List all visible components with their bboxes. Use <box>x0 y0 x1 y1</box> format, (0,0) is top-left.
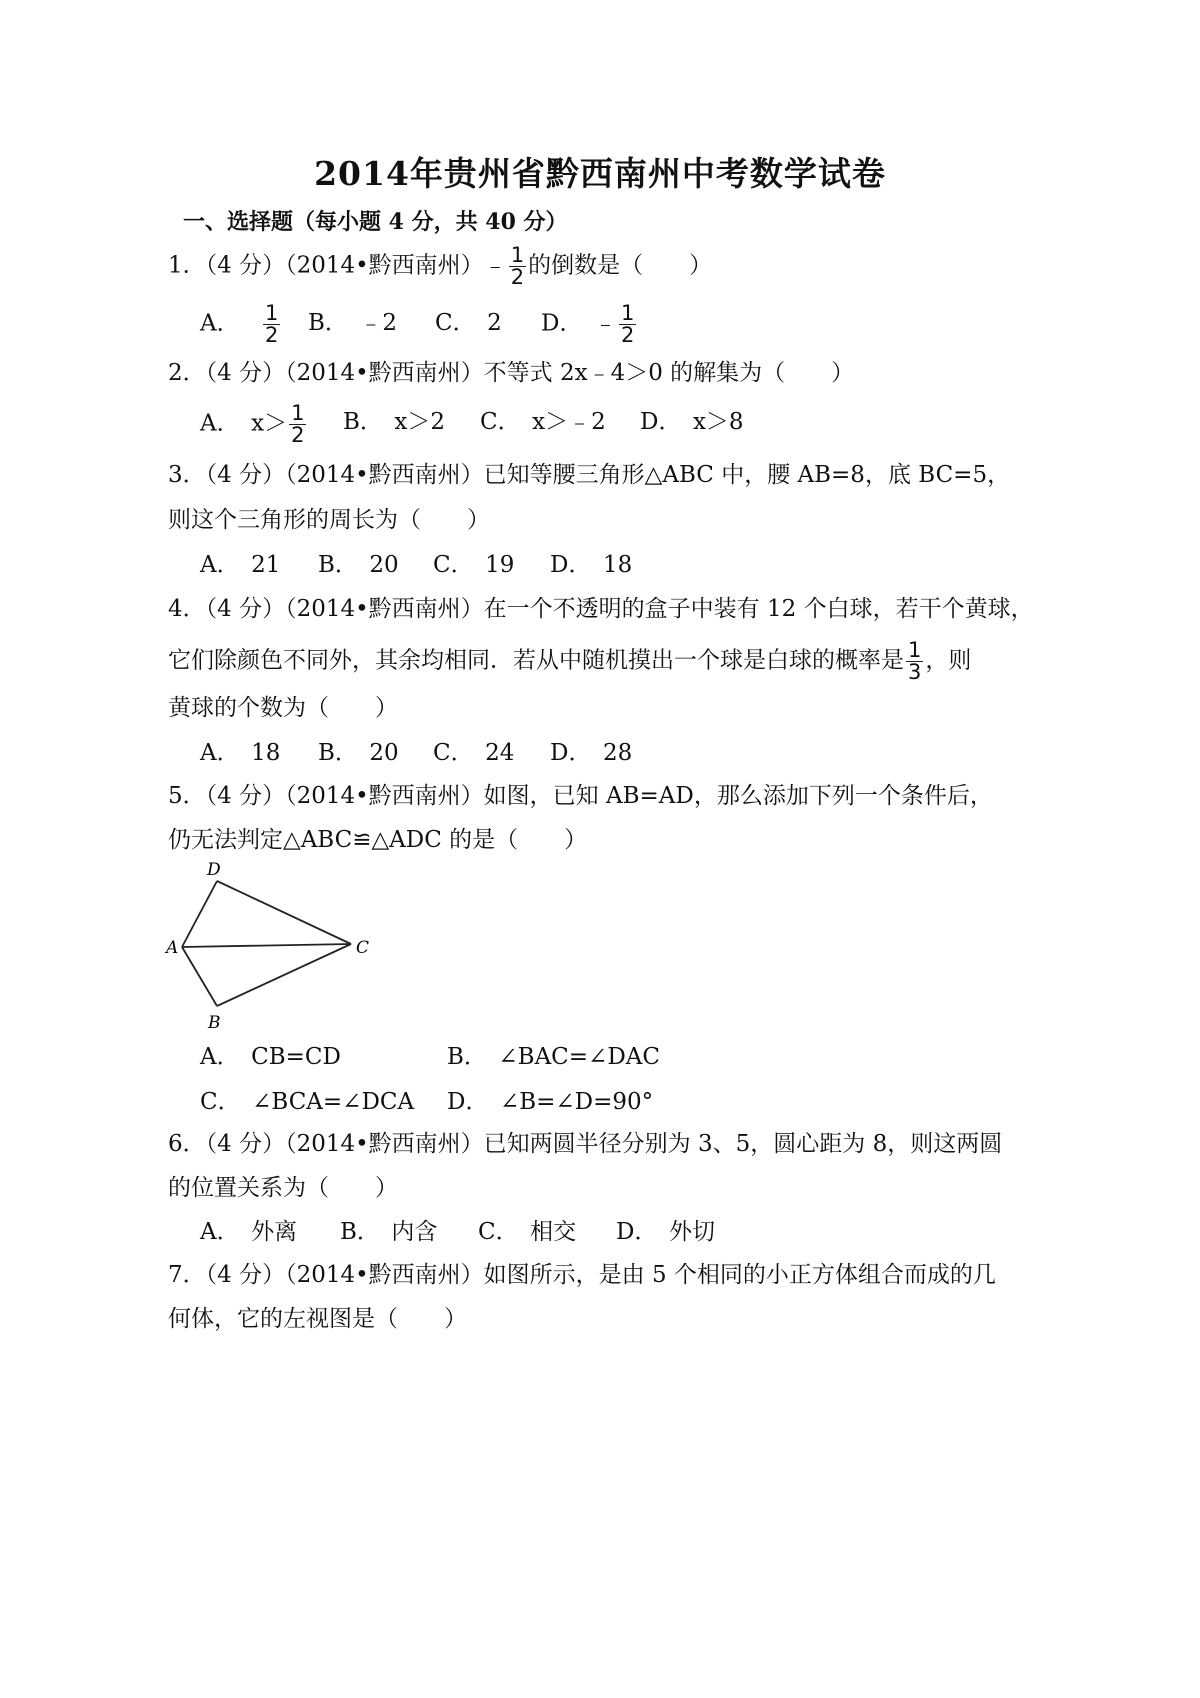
question-3-line-2: 则这个三角形的周长为（ ） <box>168 507 490 533</box>
question-4-line-2 <box>168 640 971 683</box>
q6-option-d: D． 外切 <box>616 1219 715 1245</box>
q1-frac-num: 1 <box>510 243 525 267</box>
question-7-line-1: 7．（4 分）（2014•黔西南州）如图所示，是由 5 个相同的小正方体组合而成的几 <box>168 1262 996 1288</box>
q1-option-d-label: D． ﹣ <box>541 310 617 337</box>
label-b: B <box>208 1013 221 1033</box>
q5-option-a: A． CB=CD <box>200 1044 341 1070</box>
question-7-line-2: 何体，它的左视图是（ ） <box>168 1306 467 1332</box>
q2-option-d: D． x＞8 <box>640 409 744 435</box>
q4-frac-num: 1 <box>908 638 922 662</box>
q4-fraction <box>906 640 923 683</box>
q5-option-b: B． ∠BAC=∠DAC <box>447 1044 660 1070</box>
q1-minus: ﹣ <box>483 252 507 279</box>
q6-option-b: B． 内含 <box>340 1219 438 1245</box>
q1-option-a <box>200 303 282 346</box>
q2-option-a-num: 1 <box>291 401 305 425</box>
q1-option-a-num: 1 <box>264 301 279 325</box>
label-a: A <box>166 938 179 958</box>
section-heading: 一、选择题（每小题 4 分，共 40 分） <box>183 209 568 235</box>
question-5-line-2: 仍无法判定△ABC≌△ADC 的是（ ） <box>168 827 588 853</box>
q1-option-d-fraction <box>619 303 636 346</box>
q3-option-d: D． 18 <box>550 552 633 578</box>
q4-option-c: C． 24 <box>433 740 515 766</box>
q1-option-d-num: 1 <box>620 301 635 325</box>
q4-option-d: D． 28 <box>550 740 633 766</box>
q1-option-a-den: 2 <box>264 323 279 347</box>
q2-option-c: C． x＞﹣2 <box>480 409 606 435</box>
q2-option-a-label: A． x＞ <box>200 410 288 437</box>
question-2: 2．（4 分）（2014•黔西南州）不等式 2x﹣4＞0 的解集为（ ） <box>168 360 855 386</box>
q2-option-a-den: 2 <box>291 423 305 447</box>
question-1 <box>168 245 712 288</box>
q6-option-a: A． 外离 <box>200 1219 298 1245</box>
edge-ad <box>182 881 217 947</box>
edge-bc <box>217 944 351 1006</box>
q5-option-d: D． ∠B=∠D=90° <box>447 1089 654 1115</box>
q2-option-b: B． x＞2 <box>343 409 446 435</box>
q3-option-a: A． 21 <box>200 552 281 578</box>
q2-option-a-fraction <box>289 403 306 446</box>
q1-frac-den: 2 <box>510 265 525 289</box>
q1-fraction <box>509 245 526 288</box>
page-title: 2014年贵州省黔西南州中考数学试卷 <box>314 154 886 193</box>
q4-option-b: B． 20 <box>318 740 399 766</box>
question-3-line-1: 3．（4 分）（2014•黔西南州）已知等腰三角形△ABC 中，腰 AB=8，底 BC=5， <box>168 462 1011 488</box>
q1-option-a-label: A． <box>200 310 240 337</box>
q2-option-a <box>200 403 308 446</box>
q4-line-2-tail: ，则 <box>925 647 972 674</box>
question-6-line-1: 6．（4 分）（2014•黔西南州）已知两圆半径分别为 3、5，圆心距为 8，则这两圆 <box>168 1131 1003 1157</box>
q3-option-b: B． 20 <box>318 552 399 578</box>
q1-suffix: 的倒数是（ ） <box>528 252 713 279</box>
question-5-line-1: 5．（4 分）（2014•黔西南州）如图，已知 AB=AD，那么添加下列一个条件后， <box>168 783 993 809</box>
q5-option-c: C． ∠BCA=∠DCA <box>200 1089 415 1115</box>
q3-option-c: C． 19 <box>433 552 515 578</box>
q4-option-a: A． 18 <box>200 740 281 766</box>
edge-dc <box>217 881 351 944</box>
question-6-line-2: 的位置关系为（ ） <box>168 1175 398 1201</box>
q1-option-a-fraction <box>263 303 280 346</box>
q1-option-d <box>541 303 638 346</box>
quadrilateral-figure <box>160 858 390 1038</box>
q6-option-c: C． 相交 <box>478 1219 577 1245</box>
edge-ac <box>182 944 351 947</box>
label-d: D <box>207 860 221 880</box>
q1-prefix: 1．（4 分）（2014•黔西南州） <box>168 252 484 279</box>
q4-frac-den: 3 <box>908 660 922 684</box>
q4-line-2-text: 它们除颜色不同外，其余均相同．若从中随机摸出一个球是白球的概率是 <box>168 647 904 674</box>
edge-ab <box>182 947 217 1006</box>
q1-option-b: B． ﹣2 <box>308 310 398 336</box>
q1-option-c: C． 2 <box>435 310 502 336</box>
label-c: C <box>356 938 370 958</box>
q1-option-d-den: 2 <box>620 323 635 347</box>
question-4-line-3: 黄球的个数为（ ） <box>168 695 398 721</box>
question-4-line-1: 4．（4 分）（2014•黔西南州）在一个不透明的盒子中装有 12 个白球，若干个黄球， <box>168 596 1034 622</box>
